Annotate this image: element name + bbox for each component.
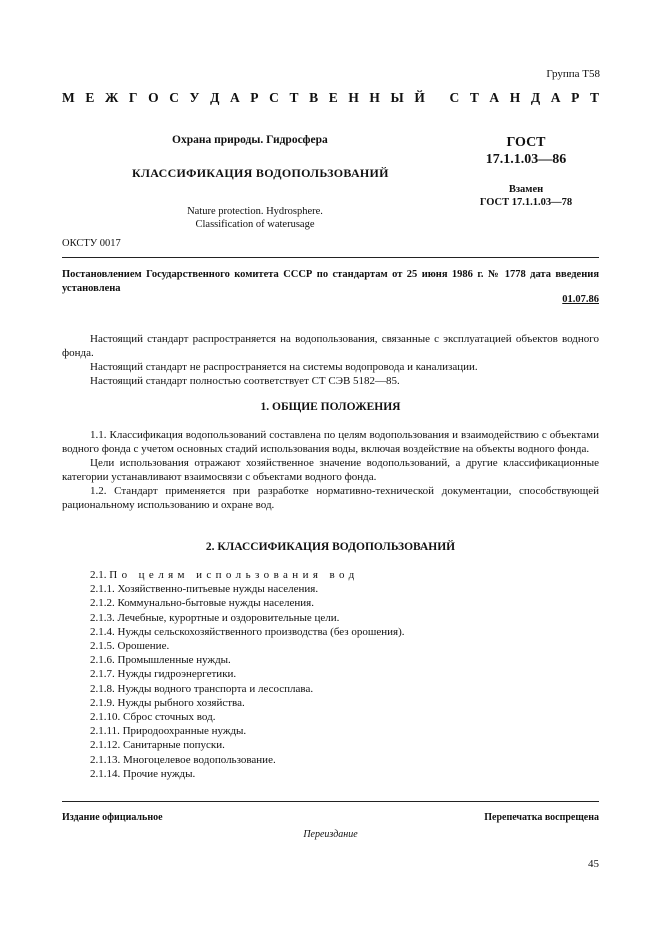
banner-letter: Р	[250, 90, 259, 105]
banner-letter: Т	[469, 90, 479, 105]
banner-letter: С	[169, 90, 179, 105]
banner-letter: С	[269, 90, 279, 105]
divider	[62, 257, 599, 258]
list-item: 2.1.6. Промышленные нужды.	[90, 654, 231, 667]
list-item: 2.1.11. Природоохранные нужды.	[90, 725, 247, 738]
divider	[62, 801, 599, 802]
paragraph: 1.2. Стандарт применяется при разработке нормативно-технической документации, способствующей рациональному использованию и охране вод.	[62, 485, 599, 511]
replaces-standard: ГОСТ 17.1.1.03—78	[479, 197, 573, 208]
section-2-heading: 2. КЛАССИФИКАЦИЯ ВОДОПОЛЬЗОВАНИЙ	[205, 541, 456, 553]
paragraph: 1.1. Классификация водопользований составлена по целям водопользования и взаимодействию с объектами водного фонда с учетом основных стадий использования воды, включая воздействие на объекты водного фонда.	[62, 429, 599, 455]
lead-number: 2.1.	[90, 569, 107, 581]
banner-letter: А	[229, 90, 240, 105]
banner-letter: Т	[589, 90, 599, 105]
replaces-label: Взамен	[508, 184, 544, 195]
banner-letter: Г	[128, 90, 138, 105]
banner-gap	[436, 90, 439, 106]
banner-letter: Д	[210, 90, 220, 105]
list-item: 2.1.13. Многоцелевое водопользование.	[90, 753, 276, 766]
banner-letter: О	[148, 90, 159, 105]
list-lead	[90, 568, 404, 582]
banner-letter: У	[189, 90, 200, 105]
banner-letter: Ж	[104, 90, 119, 105]
paragraph: Настоящий стандарт распространяется на водопользования, связанные с эксплуатацией объектов водного фонда.	[62, 333, 599, 359]
group-code: Группа Т58	[546, 68, 600, 80]
list-item: 2.1.8. Нужды водного транспорта и лесосплава.	[90, 682, 314, 695]
list-item: 2.1.2. Коммунально-бытовые нужды населения.	[90, 597, 314, 610]
intro-block	[62, 332, 599, 388]
english-title-line: Nature protection. Hydrosphere.	[187, 206, 323, 217]
page-number: 45	[588, 858, 599, 870]
english-title-line: Classification of waterusage	[195, 219, 315, 230]
banner-letter: Н	[509, 90, 521, 105]
classification-list	[90, 568, 404, 781]
list-item: 2.1.1. Хозяйственно-питьевые нужды населения.	[90, 583, 319, 596]
list-item: 2.1.4. Нужды сельскохозяйственного производства (без орошения).	[90, 625, 405, 638]
section-1-heading: 1. ОБЩИЕ ПОЛОЖЕНИЯ	[260, 401, 401, 413]
banner-letter: Е	[328, 90, 338, 105]
banner-letter: А	[489, 90, 500, 105]
list-item: 2.1.10. Сброс сточных вод.	[90, 711, 216, 724]
banner-letter: Е	[85, 90, 95, 105]
lead-text: По целям использования вод	[109, 569, 359, 581]
list-item: 2.1.5. Орошение.	[90, 640, 170, 653]
replaces-block	[462, 183, 590, 209]
banner-letter: Й	[414, 90, 425, 105]
reprint-notice: Перепечатка воспрещена	[484, 812, 599, 823]
effective-date: 01.07.86	[562, 294, 599, 305]
english-title	[150, 205, 360, 231]
standard-banner	[62, 90, 599, 106]
list-item: 2.1.12. Санитарные попуски.	[90, 739, 225, 752]
banner-letter: Т	[289, 90, 299, 105]
document-title: Охрана природы. Гидросфера	[172, 134, 328, 146]
banner-letter: Н	[369, 90, 380, 105]
list-item: 2.1.14. Прочие нужды.	[90, 767, 196, 780]
paragraph: Настоящий стандарт полностью соответствует СТ СЭВ 5182—85.	[90, 375, 400, 387]
section-1-body	[62, 428, 599, 512]
banner-letter: А	[550, 90, 561, 105]
list-item: 2.1.7. Нужды гидроэнергетики.	[90, 668, 237, 681]
gost-label: ГОСТ	[506, 135, 546, 150]
banner-letter: Р	[571, 90, 580, 105]
gost-designation	[470, 134, 582, 168]
banner-letter: Ы	[390, 90, 404, 105]
gost-number: 17.1.1.03—86	[485, 152, 567, 167]
reissue-note: Переиздание	[303, 829, 358, 840]
banner-letter: С	[449, 90, 460, 105]
document-subtitle: КЛАССИФИКАЦИЯ ВОДОПОЛЬЗОВАНИЙ	[132, 166, 389, 180]
paragraph: Цели использования отражают хозяйственное значение водопользований, а другие классификационные категории устанавливают взаимосвязи с объектами водного фонда.	[62, 457, 599, 483]
banner-letter: Д	[530, 90, 541, 105]
list-item: 2.1.9. Нужды рыбного хозяйства.	[90, 696, 245, 709]
decree-text: Постановлением Государственного комитета СССР по стандартам от 25 июня 1986 г. № 1778 дата введения установлена	[62, 269, 599, 294]
paragraph: Настоящий стандарт не распространяется на системы водопровода и канализации.	[90, 361, 478, 373]
banner-letter: Н	[348, 90, 359, 105]
banner-letter: В	[309, 90, 319, 105]
okstu-code: ОКСТУ 0017	[62, 238, 121, 249]
banner-letter: М	[62, 90, 75, 105]
official-edition: Издание официальное	[62, 812, 163, 823]
list-item: 2.1.3. Лечебные, курортные и оздоровительные цели.	[90, 611, 340, 624]
